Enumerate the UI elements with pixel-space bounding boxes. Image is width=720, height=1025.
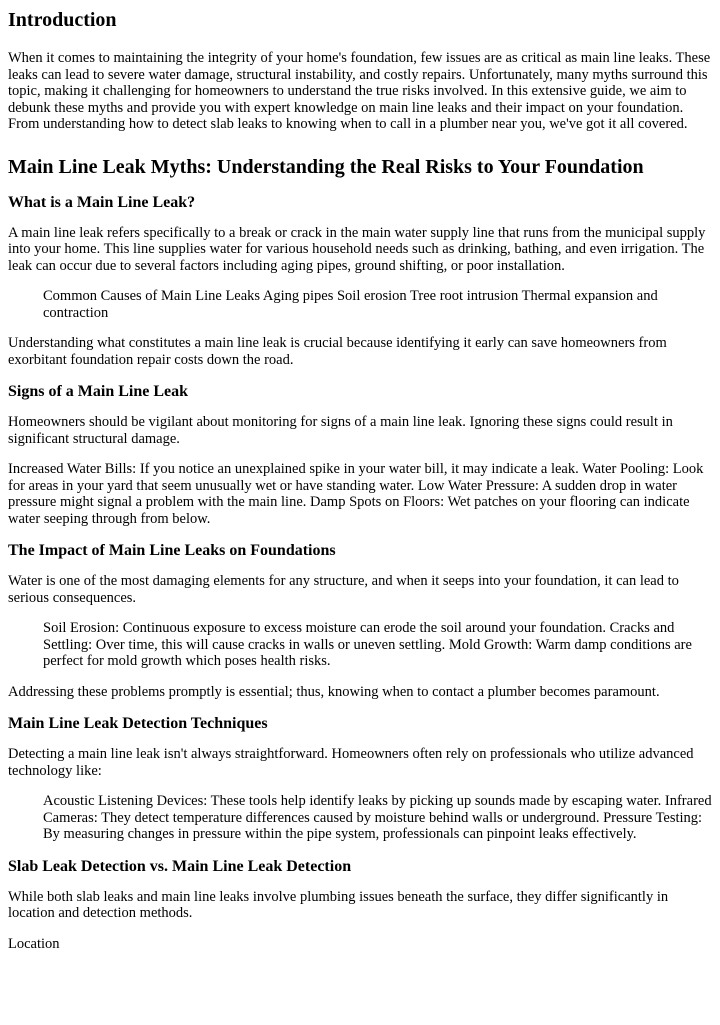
section-what-is [8, 193, 712, 369]
impact-paragraph-1: Water is one of the most damaging elements for any structure, and when it seeps into your foundation, it can lead to serious consequences. [8, 573, 679, 606]
causes-quote: Common Causes of Main Line Leaks Aging pipes Soil erosion Tree root intrusion Thermal expansion and contraction [43, 288, 658, 321]
slab-vs-main-heading: Slab Leak Detection vs. Main Line Leak Detection [8, 857, 352, 875]
techniques-quote: Acoustic Listening Devices: These tools help identify leaks by picking up sounds made by escaping water. Infrared Cameras: They detect temperature differences caused by moisture behind walls or underground. Pressure Testing: By measuring changes in pressure within the pipe system, professionals can pinpoint leaks effectively. [43, 793, 712, 842]
main-title: Main Line Leak Myths: Understanding the Real Risks to Your Foundation [8, 155, 644, 178]
what-is-heading: What is a Main Line Leak? [8, 193, 196, 211]
impact-paragraph-2: Addressing these problems promptly is essential; thus, knowing when to contact a plumber becomes paramount. [8, 683, 660, 700]
consequences-quote: Soil Erosion: Continuous exposure to excess moisture can erode the soil around your foundation. Cracks and Settling: Over time, this will cause cracks in walls or uneven settling. Mold Growth: Warm damp conditions are perfect for mold growth which poses health risks. [43, 620, 692, 669]
what-is-paragraph-2: Understanding what constitutes a main line leak is crucial because identifying it early can save homeowners from exorbitant foundation repair costs down the road. [8, 335, 667, 368]
what-is-paragraph-1: A main line leak refers specifically to a break or crack in the main water supply line that runs from the municipal supply into your home. This line supplies water for various household needs such as drinking, bathing, and even irrigation. The leak can occur due to several factors including aging pipes, ground shifting, or poor installation. [8, 224, 706, 274]
section-slab-vs-main [8, 857, 712, 953]
intro-heading: Introduction [8, 9, 117, 31]
signs-paragraph-2: Increased Water Bills: If you notice an unexplained spike in your water bill, it may indicate a leak. Water Pooling: Look for areas in your yard that seem unusually wet or have standing water. Low Water Pressure: A sudden drop in water pressure might signal a problem with the main line. Damp Spots on Floors: Wet patches on your flooring can indicate water seeping through from below. [8, 461, 704, 527]
section-signs [8, 382, 712, 527]
article [0, 8, 720, 952]
slab-vs-main-paragraph-1: While both slab leaks and main line leaks involve plumbing issues beneath the surface, they differ significantly in location and detection methods. [8, 888, 669, 921]
intro-paragraph: When it comes to maintaining the integrity of your home's foundation, few issues are as critical as main line leaks. These leaks can lead to severe water damage, structural instability, and costly repairs. Unfortunately, many myths surround this topic, making it challenging for homeowners to understand the true risks involved. In this extensive guide, we aim to debunk these myths and provide you with expert knowledge on main line leaks and their impact on your foundation. From understanding how to detect slab leaks to knowing when to call in a plumber near you, we've got it all covered. [8, 50, 711, 132]
detection-paragraph-1: Detecting a main line leak isn't always straightforward. Homeowners often rely on professionals who utilize advanced technology like: [8, 746, 694, 779]
location-label: Location [8, 935, 60, 952]
detection-heading: Main Line Leak Detection Techniques [8, 715, 268, 732]
section-detection [8, 714, 712, 843]
impact-heading: The Impact of Main Line Leaks on Foundations [8, 542, 336, 559]
signs-paragraph-1: Homeowners should be vigilant about monitoring for signs of a main line leak. Ignoring these signs could result in significant structural damage. [8, 414, 673, 447]
section-impact [8, 541, 712, 700]
signs-heading: Signs of a Main Line Leak [8, 383, 189, 400]
